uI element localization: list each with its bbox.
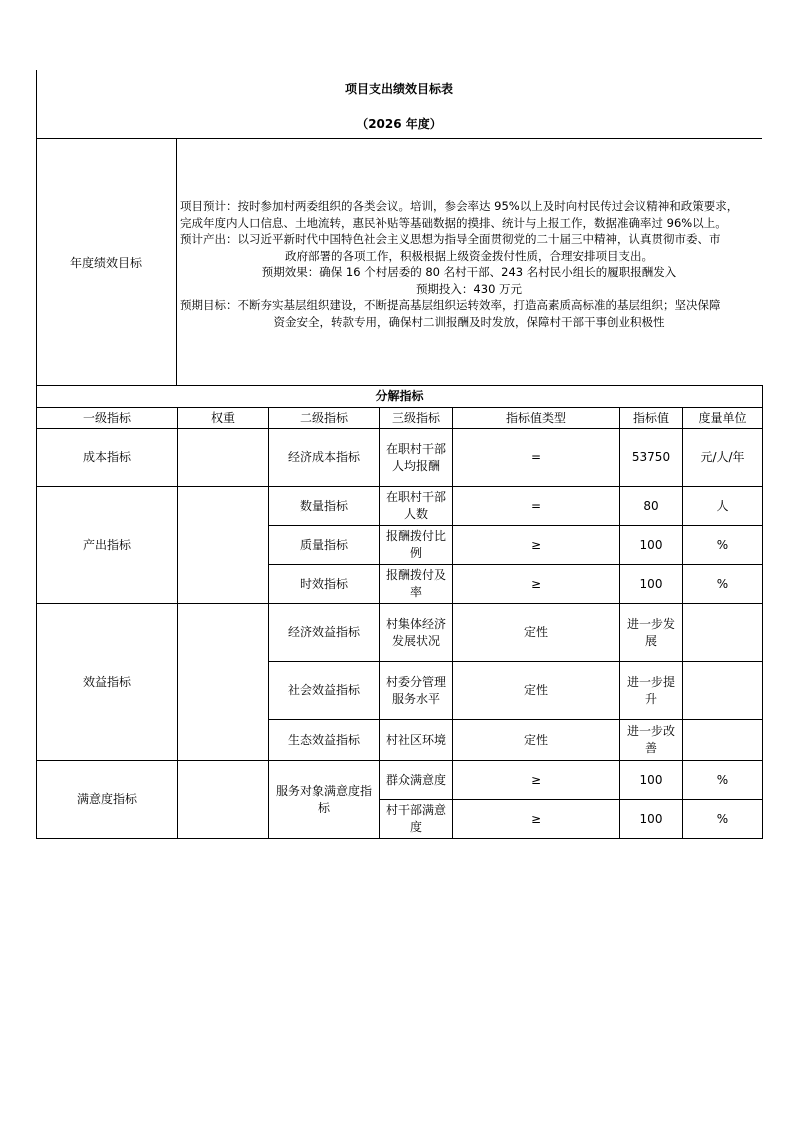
type-cell: ≥ (453, 761, 620, 800)
level2-cell: 经济成本指标 (269, 429, 380, 487)
unit-cell: % (683, 800, 763, 839)
column-header: 度量单位 (683, 408, 763, 429)
column-header: 一级指标 (37, 408, 178, 429)
weight-cell (178, 604, 269, 761)
page-title: 项目支出绩效目标表 (344, 82, 453, 96)
goal-divider (176, 138, 177, 386)
value-cell: 100 (620, 761, 683, 800)
type-cell: 定性 (453, 604, 620, 662)
indicator-table (36, 385, 763, 839)
unit-cell: 元/人/年 (683, 429, 763, 487)
column-header: 指标值类型 (453, 408, 620, 429)
unit-cell: % (683, 526, 763, 565)
level3-cell: 村集体经济发展状况 (380, 604, 453, 662)
type-cell: 定性 (453, 720, 620, 761)
unit-cell: 人 (683, 487, 763, 526)
table-row (37, 487, 763, 526)
weight-cell (178, 429, 269, 487)
level2-cell: 服务对象满意度指标 (269, 761, 380, 839)
level3-cell: 在职村干部人数 (380, 487, 453, 526)
level3-cell: 在职村干部人均报酬 (380, 429, 453, 487)
section-title: 分解指标 (37, 386, 763, 408)
column-header: 三级指标 (380, 408, 453, 429)
value-cell: 100 (620, 526, 683, 565)
goal-line: 预期效果：确保 16 个村居委的 80 名村干部、243 名村民小组长的履职报酬发入 (261, 265, 677, 279)
level1-cell: 效益指标 (37, 604, 178, 761)
value-cell: 80 (620, 487, 683, 526)
level2-cell: 经济效益指标 (269, 604, 380, 662)
column-header: 指标值 (620, 408, 683, 429)
table-row (37, 761, 763, 800)
level2-cell: 数量指标 (269, 487, 380, 526)
level3-cell: 报酬拨付及率 (380, 565, 453, 604)
type-cell: 定性 (453, 662, 620, 720)
type-cell: ≥ (453, 800, 620, 839)
table-row (37, 604, 763, 662)
value-cell: 100 (620, 565, 683, 604)
value-cell: 进一步发展 (620, 604, 683, 662)
level1-cell: 产出指标 (37, 487, 178, 604)
table-row (37, 429, 763, 487)
weight-cell (178, 761, 269, 839)
level3-cell: 群众满意度 (380, 761, 453, 800)
type-cell: = (453, 487, 620, 526)
value-cell: 进一步提升 (620, 662, 683, 720)
level1-cell: 成本指标 (37, 429, 178, 487)
value-cell: 进一步改善 (620, 720, 683, 761)
goal-line: 资金安全，转款专用，确保村二训报酬及时发放，保障村干部干事创业积极性 (273, 314, 665, 329)
value-cell: 53750 (620, 429, 683, 487)
fiscal-year: （2026 年度） (356, 117, 442, 131)
level3-cell: 村委分管理服务水平 (380, 662, 453, 720)
level2-cell: 生态效益指标 (269, 720, 380, 761)
type-cell: ≥ (453, 526, 620, 565)
goal-line: 政府部署的各项工作，积极根据上级资金拨付性质，合理安排项目支出。 (285, 248, 653, 263)
weight-cell (178, 487, 269, 604)
column-header: 权重 (178, 408, 269, 429)
level2-cell: 质量指标 (269, 526, 380, 565)
value-cell: 100 (620, 800, 683, 839)
annual-goal-text (180, 198, 758, 330)
goal-line: 项目预计：按时参加村两委组织的各类会议。培训，参会率达 95%以上及时向村民传过会议精神和政策要求， (180, 199, 739, 213)
unit-cell: % (683, 761, 763, 800)
goal-line: 完成年度内人口信息、土地流转，惠民补贴等基础数据的摸排、统计与上报工作，数据准确率过 96%以上。 (180, 215, 727, 230)
column-header: 二级指标 (269, 408, 380, 429)
goal-line: 预期目标：不断夯实基层组织建设，不断提高基层组织运转效率，打造高素质高标准的基层组织；坚决保障 (180, 298, 721, 312)
level3-cell: 村社区环境 (380, 720, 453, 761)
level1-cell: 满意度指标 (37, 761, 178, 839)
type-cell: ≥ (453, 565, 620, 604)
header-divider (36, 138, 762, 139)
level3-cell: 村干部满意度 (380, 800, 453, 839)
level3-cell: 报酬拨付比例 (380, 526, 453, 565)
level2-cell: 时效指标 (269, 565, 380, 604)
annual-goal-label: 年度绩效目标 (69, 256, 142, 270)
goal-line: 预期投入：430 万元 (415, 281, 523, 296)
unit-cell (683, 662, 763, 720)
unit-cell (683, 604, 763, 662)
type-cell: = (453, 429, 620, 487)
unit-cell (683, 720, 763, 761)
unit-cell: % (683, 565, 763, 604)
header-row (37, 408, 763, 429)
goal-line: 预计产出：以习近平新时代中国特色社会主义思想为指导全面贯彻党的二十届三中精神，认真贯彻市委、市 (180, 232, 721, 246)
level2-cell: 社会效益指标 (269, 662, 380, 720)
